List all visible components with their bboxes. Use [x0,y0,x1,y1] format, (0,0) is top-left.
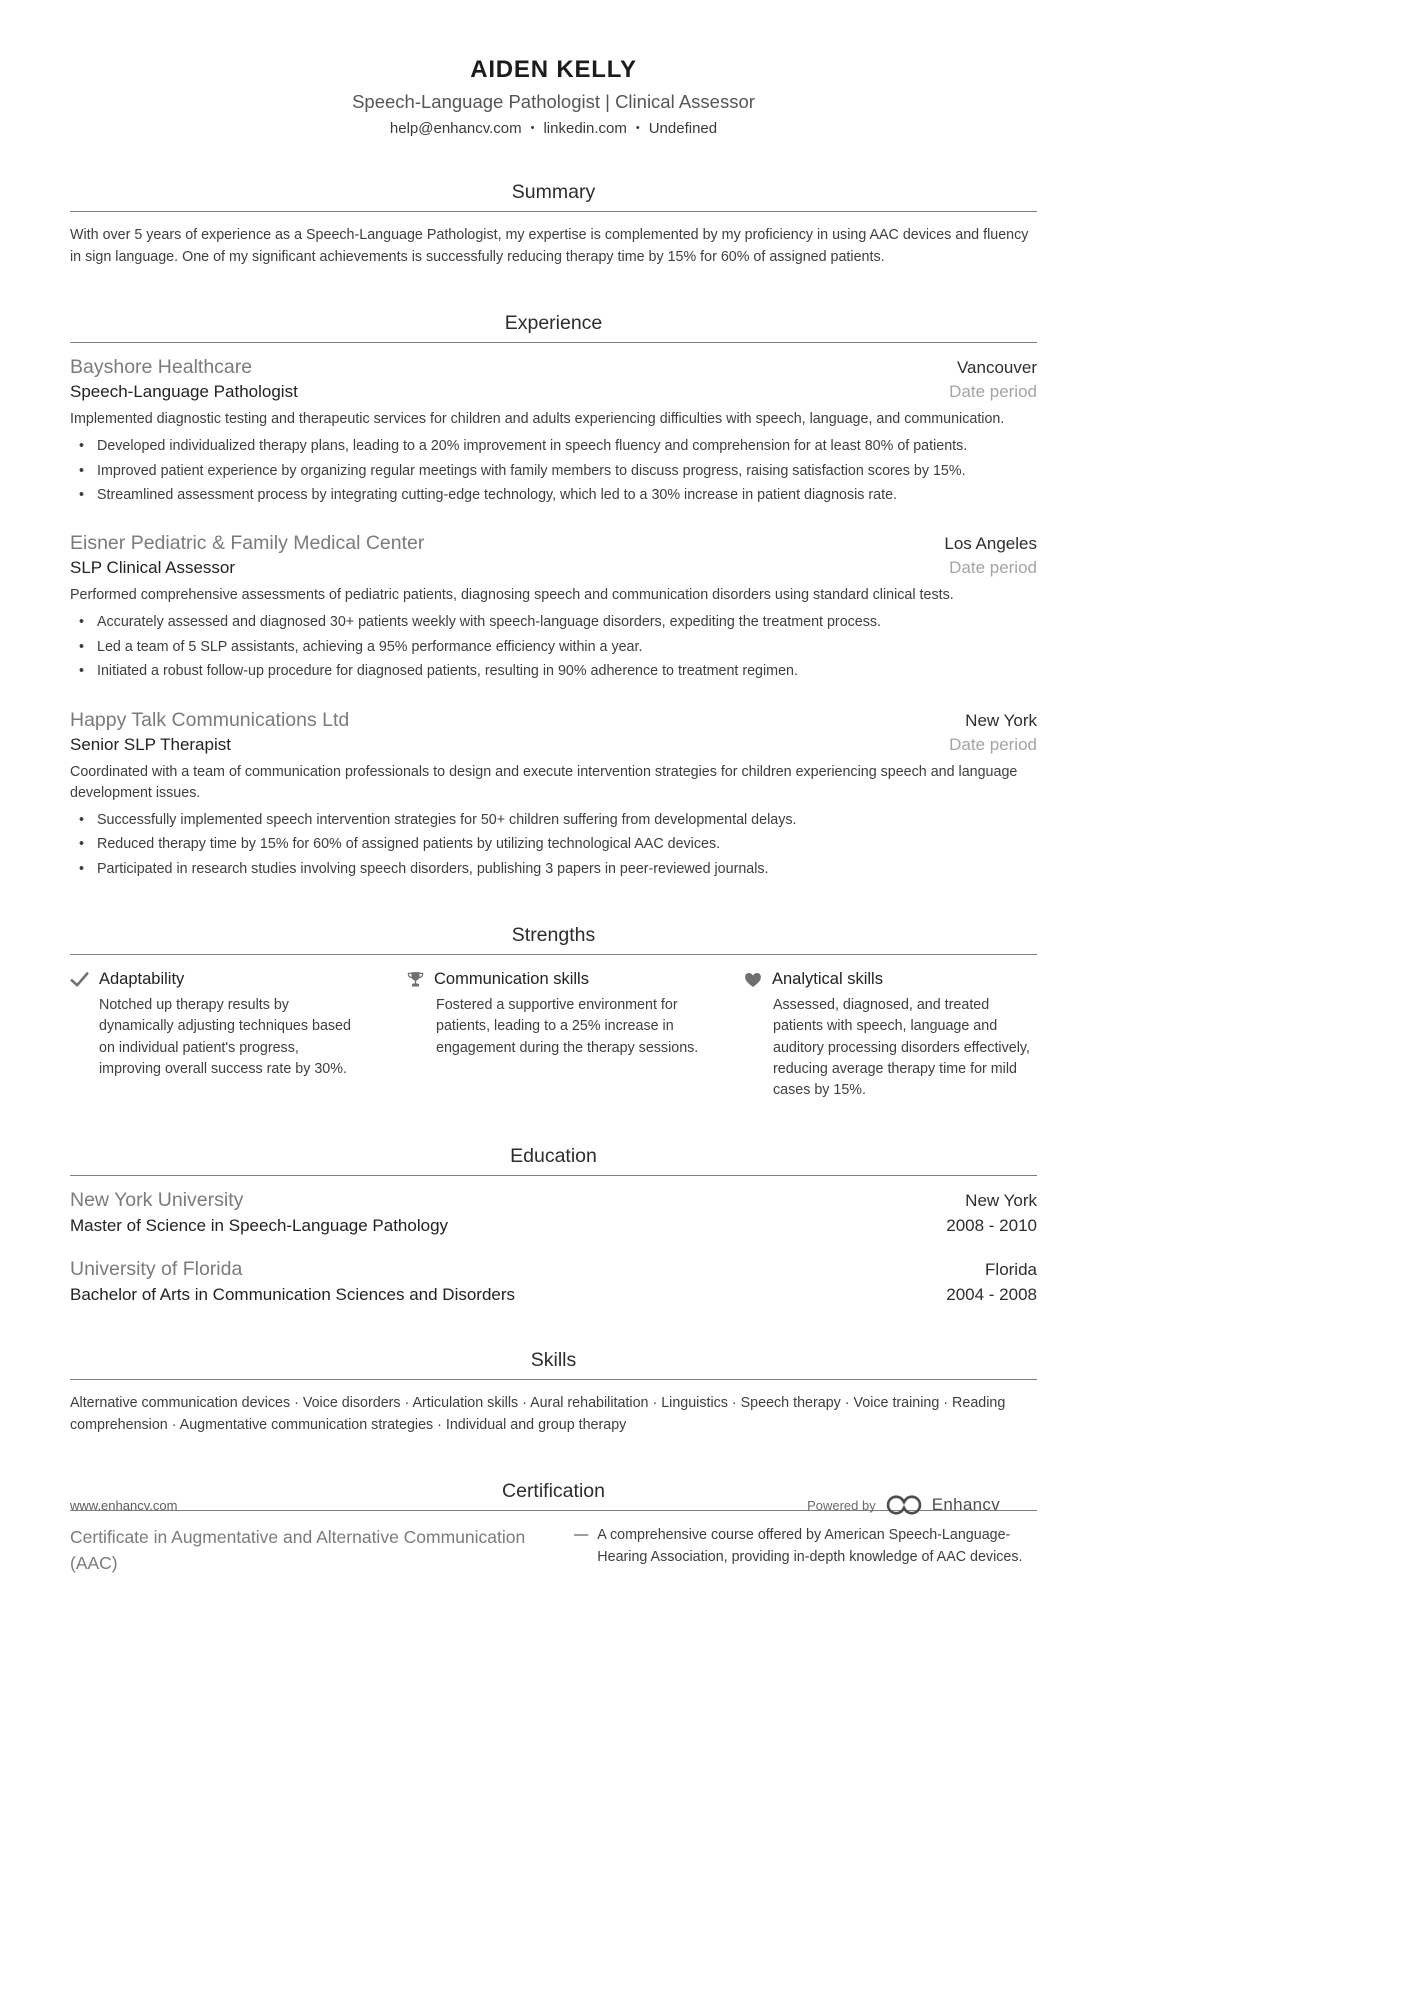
section-strengths [70,924,1037,1101]
page-footer [70,1494,1000,1516]
enhancv-logo-icon [885,1494,923,1516]
education-heading-rule [70,1145,1037,1176]
contact-separator-dot: • [530,122,535,134]
section-skills [70,1349,1037,1436]
school-location: New York [965,1191,1037,1211]
education-entry [70,1189,1037,1236]
highlight-item: • Reduced therapy time by 15% for 60% of assigned patients by utilizing technological AAC devices. [70,834,1037,855]
experience-title: Experience [504,312,603,335]
experience-entry [70,532,1037,682]
contact-email[interactable]: help@enhancv.com [389,120,522,137]
strength-text: Fostered a supportive environment for patients, leading to a 25% increase in engagement during the therapy sessions. [436,997,699,1056]
strength-item [70,970,363,1101]
highlight-item: • Accurately assessed and diagnosed 30+ patients weekly with speech-language disorders, expediting the treatment process. [70,612,1037,633]
job-title: Speech-Language Pathologist [70,382,298,402]
job-title: Senior SLP Therapist [70,734,231,754]
education-entries [70,1189,1037,1305]
education-entry [70,1258,1037,1305]
experience-heading-rule [70,312,1037,343]
highlight-item: • Streamlined assessment process by integrating cutting-edge technology, which led to a 30% increase in patient diagnosis rate. [70,485,1037,506]
strength-title: Communication skills [434,970,589,989]
strength-item [407,970,700,1101]
experience-entry [70,709,1037,881]
trophy-icon [407,971,424,988]
degree-name: Master of Science in Speech-Language Pathology [70,1216,449,1236]
strength-item [744,970,1037,1101]
highlight-item: • Initiated a robust follow-up procedure for diagnosed patients, resulting in 90% adherence to treatment regimen. [70,661,1037,682]
resume-header [70,0,1037,137]
summary-title: Summary [511,181,596,203]
strengths-title: Strengths [511,924,596,947]
heart-icon [744,971,762,989]
highlight-item: • Developed individualized therapy plans, leading to a 20% improvement in speech fluency and comprehension for at least 80% of patients. [70,436,1037,457]
degree-name: Bachelor of Arts in Communication Sciences and Disorders [70,1285,516,1305]
contact-line [70,120,1037,137]
job-description: Implemented diagnostic testing and therapeutic services for children and adults experiencing difficulties with speech, language, and communication. [70,411,1005,428]
school-name: University of Florida [70,1258,243,1281]
date-period: Date period [949,558,1037,578]
company-name: Eisner Pediatric & Family Medical Center [70,532,425,555]
highlight-item: • Successfully implemented speech intervention strategies for 50+ children suffering from developmental delays. [70,810,1037,831]
contact-linkedin[interactable]: linkedin.com [543,120,627,137]
strengths-heading-rule [70,924,1037,955]
strengths-grid [70,970,1037,1101]
job-description: Coordinated with a team of communication professionals to design and execute intervention strategies for children experiencing speech and language development issues. [70,763,1018,802]
highlight-item: • Improved patient experience by organizing regular meetings with family members to discuss progress, raising satisfaction scores by 15%. [70,461,1037,482]
job-title: SLP Clinical Assessor [70,558,236,578]
certification-title: Certification [502,1480,605,1503]
education-title: Education [510,1145,597,1168]
skills-title: Skills [530,1349,577,1372]
date-period: Date period [949,734,1037,754]
company-location: New York [965,710,1037,730]
strength-text: Assessed, diagnosed, and treated patients with speech, language and auditory processing disorders effectively, reducing average therapy time for mild cases by 15%. [773,997,1030,1098]
strength-title: Adaptability [99,970,185,989]
certification-entry [70,1525,1037,1576]
section-experience [70,312,1037,880]
enhancv-branding[interactable] [807,1494,1000,1516]
strength-text: Notched up therapy results by dynamically adjusting techniques based on individual patient's progress, improving overall success rate by 30%. [99,997,351,1077]
contact-separator-dot: • [635,122,640,134]
job-highlights [70,436,1037,506]
skills-text: Alternative communication devices · Voice disorders · Articulation skills · Aural rehabilitation · Linguistics · Speech therapy · Voice training · Reading comprehension · Augmentative communication strategies · Individual and group therapy [70,1395,1006,1433]
experience-entry [70,356,1037,506]
experience-entries [70,356,1037,880]
skills-heading-rule [70,1349,1037,1380]
enhancv-brand-text: Enhancv [931,1495,1000,1514]
highlight-item: • Led a team of 5 SLP assistants, achieving a 95% performance efficiency within a year. [70,637,1037,658]
summary-text: With over 5 years of experience as a Speech-Language Pathologist, my expertise is complemented by my proficiency in using AAC devices and fluency in sign language. One of my significant achievements is successfully reducing therapy time by 15% for 60% of assigned patients. [70,227,1029,265]
summary-heading-rule [70,181,1037,212]
certificate-name: Certificate in Augmentative and Alternative Communication (AAC) [70,1527,526,1573]
resume-content [70,0,1037,1576]
powered-by-label: Powered by [807,1497,876,1513]
certificate-description: A comprehensive course offered by American Speech-Language-Hearing Association, providing in-depth knowledge of AAC devices. [597,1527,1023,1566]
education-dates: 2004 - 2008 [946,1285,1037,1305]
contact-extra: Undefined [648,120,718,137]
job-description: Performed comprehensive assessments of pediatric patients, diagnosing speech and communication disorders using standard clinical tests. [70,587,954,604]
section-summary [70,181,1037,268]
candidate-headline: Speech-Language Pathologist | Clinical Assessor [352,91,755,112]
company-name: Bayshore Healthcare [70,356,253,379]
school-location: Florida [985,1260,1037,1280]
school-name: New York University [70,1189,244,1212]
section-education [70,1145,1037,1305]
strength-title: Analytical skills [772,970,883,989]
company-location: Vancouver [956,358,1037,378]
check-icon [70,970,89,989]
footer-website-link[interactable]: www.enhancv.com [70,1497,178,1513]
job-highlights [70,810,1037,880]
certificate-dash: — [574,1527,589,1544]
highlight-item: • Participated in research studies involving speech disorders, publishing 3 papers in peer-reviewed journals. [70,859,1037,880]
candidate-name: AIDEN KELLY [470,56,637,83]
job-highlights [70,612,1037,682]
company-location: Los Angeles [944,534,1037,554]
education-dates: 2008 - 2010 [946,1216,1037,1236]
date-period: Date period [949,382,1037,402]
company-name: Happy Talk Communications Ltd [70,708,350,731]
